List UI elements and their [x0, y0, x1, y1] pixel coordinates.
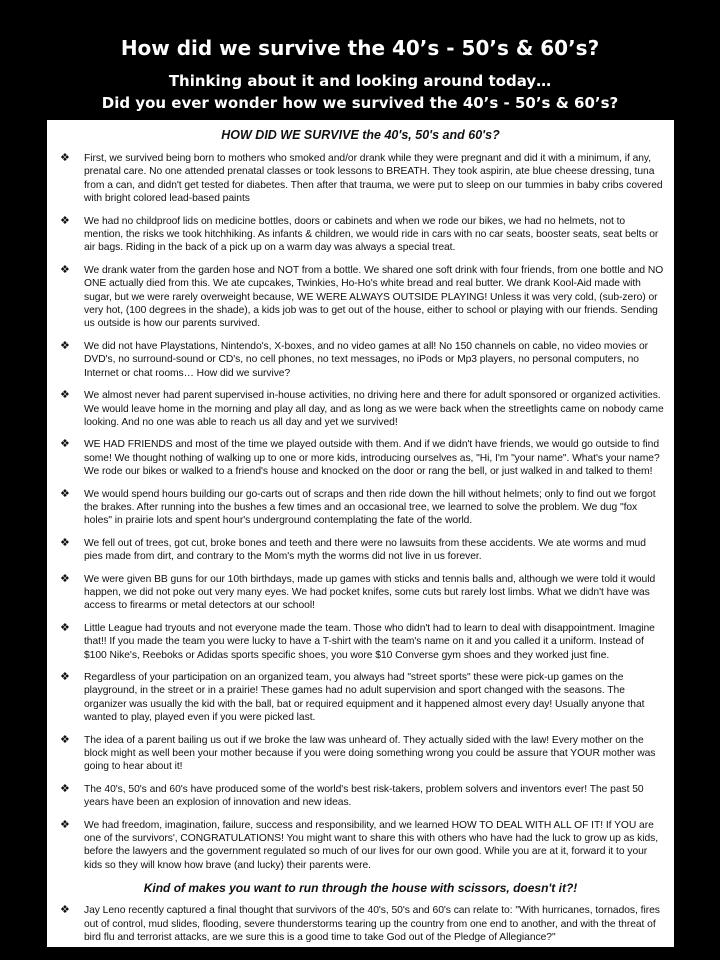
diamond-bullet-icon: ❖: [60, 782, 70, 795]
diamond-bullet-icon: ❖: [60, 389, 70, 402]
diamond-bullet-icon: ❖: [60, 214, 70, 227]
list-item: [57, 537, 664, 564]
list-item: [57, 783, 664, 810]
list-item-text: We were given BB guns for our 10th birthdays, made up games with sticks and tennis balls and, although we were told it would happen, we did not poke out very many eyes. We had pocket knifes, some cuts but rarely lost limbs. What we didn't have was access to firearms or metal detectors at our school!: [84, 573, 656, 612]
list-item-text: Little League had tryouts and not everyone made the team. Those who didn't had to learn to deal with disappointment. Imagine that!! If you made the team you were lucky to have a T-shirt with the team's name on it and you called it a uniform. Instead of $100 Nike's, Reeboks or Adidas sports specific shoes, you wore $10 Converse gym shoes and they worked just fine.: [84, 622, 655, 661]
slide-subtitle-1: Thinking about it and looking around today…: [168, 72, 552, 90]
list-item-text: We had no childproof lids on medicine bottles, doors or cabinets and when we rode our bikes, we had no helmets, not to mention, the risks we took hitchhiking. As infants & children, we would ride in cars with no car seats, booster seats, seat belts or air bags. Riding in the back of a pick up on a warm day was always a special treat.: [84, 215, 659, 254]
diamond-bullet-icon: ❖: [60, 536, 70, 549]
list-item-final: [57, 904, 664, 944]
diamond-bullet-icon: ❖: [60, 339, 70, 352]
list-item-text: We almost never had parent supervised in-house activities, no driving here and there for adult sponsored or organized activities. We would leave home in the morning and play all day, and as long as we were back when the streetlights came on nobody came looking. And no one was able to reach us all day and yet we survived!: [84, 390, 664, 428]
diamond-bullet-icon: ❖: [60, 733, 70, 746]
list-item: [57, 671, 664, 725]
list-item-text: WE HAD FRIENDS and most of the time we played outside with them. And if we didn't have friends, we would go outside to find some! We thought nothing of walking up to one or more kids, introducing ourselves as, "Hi, I'm "your name". What's your name? We rode our bikes or walked to a friend's house and knocked on the door or rang the bell, or just walked in and talked to them!: [84, 439, 660, 478]
list-item-text: The 40's, 50's and 60's have produced some of the world's best risk-takers, problem solvers and inventors ever! The past 50 years have been an explosion of innovation and new ideas.: [84, 783, 644, 809]
document-title: HOW DID WE SURVIVE the 40's, 50's and 60's?: [221, 128, 500, 142]
list-item: [57, 389, 664, 429]
list-item-text: We had freedom, imagination, failure, success and responsibility, and we learned HOW TO DEAL WITH ALL OF IT! If YOU are one of the survivors', CONGRATULATIONS! You might want to share this with others who have had the luck to grow up as kids, before the lawyers and the government regulated so much of our lives for our own good. While you are at it, forward it to your kids so they will know how brave (and lucky) their parents were.: [84, 819, 659, 871]
list-item-text: We would spend hours building our go-carts out of scraps and then ride down the hill without helmets; only to find out we forgot the brakes. After running into the bushes a few times and an occasional tree, we learned to solve the problem. We dug "fox holes" in prairie lots and spent hour's underground contemplating the fate of the world.: [84, 488, 656, 527]
list-item: [57, 488, 664, 528]
list-item: [57, 152, 664, 206]
list-item-text: First, we survived being born to mothers who smoked and/or drank while they were pregnant and did it with a minimum, if any, prenatal care. No one attended prenatal classes or took lessons to BREATH. They took aspirin, ate blue cheese dressing, tuna from a can, and didn't get tested for diabetes. Then after that trauma, we were put to sleep on our tummies in baby cribs covered with bright colored lead-based paints: [84, 153, 663, 205]
diamond-bullet-icon: ❖: [60, 671, 70, 683]
diamond-bullet-icon: ❖: [60, 152, 70, 164]
list-item-text: We did not have Playstations, Nintendo's, X-boxes, and no video games at all! No 150 channels on cable, no video movies or DVD's, no surround-sound or CD's, no cell phones, no text messages, no iPods or Mp3 players, no personal computers, no Internet or chat rooms… How did we survive?: [84, 340, 649, 379]
list-item-text: We fell out of trees, got cut, broke bones and teeth and there were no lawsuits from these accidents. We ate worms and mud pies made from dirt, and contrary to the Mom's myth the worms did not live in us forever.: [84, 537, 646, 563]
diamond-bullet-icon: ❖: [60, 621, 70, 634]
list-item-text: Jay Leno recently captured a final thought that survivors of the 40's, 50's and 60's can relate to: "With hurricanes, tornados, fires out of control, mud slides, flooding, severe thunderstorms tearing up the country from one end to another, and with the threat of bird flu and terrorist attacks, are we sure this is a good time to take God out of the Pledge of Allegiance?": [84, 905, 660, 944]
diamond-bullet-icon: ❖: [60, 263, 70, 276]
diamond-bullet-icon: ❖: [60, 438, 70, 451]
diamond-bullet-icon: ❖: [60, 818, 70, 831]
list-item: [57, 622, 664, 662]
list-item: [57, 264, 664, 331]
document-page: [47, 120, 674, 947]
diamond-bullet-icon: ❖: [60, 904, 70, 917]
slide-title: How did we survive the 40’s - 50’s & 60’s?: [120, 36, 600, 60]
slide-subtitle-2: Did you ever wonder how we survived the 40’s - 50’s & 60’s?: [101, 94, 619, 112]
list-item: [57, 734, 664, 774]
diamond-bullet-icon: ❖: [60, 572, 70, 585]
list-item: [57, 215, 664, 255]
list-item-text: We drank water from the garden hose and NOT from a bottle. We shared one soft drink with four friends, from one bottle and NO ONE actually died from this. We ate cupcakes, Twinkies, Ho-Ho's white bread and real butter. We drank Kool-Aid made with sugar, but we were rarely overweight because, WE WERE ALWAYS OUTSIDE PLAYING! Unless it was very cold, (sub-zero) or very hot, (100 degrees in the shade), a kids job was to get out of the house, either to school or playing with our friends. Sending us outside is how our parents survived.: [84, 264, 664, 330]
list-item: [57, 438, 664, 478]
list-item-text: Regardless of your participation on an organized team, you always had "street sports" these were pick-up games on the playground, in the street or in a prairie! These games had no adult supervision and sport changed with the seasons. The organizer was usually the kid with the ball, bat or required equipment and it happened almost every day! Usually anyone that wanted to play, played even if you were picked last.: [84, 672, 645, 724]
list-item: [57, 573, 664, 613]
diamond-bullet-icon: ❖: [60, 487, 70, 500]
list-item-text: The idea of a parent bailing us out if we broke the law was unheard of. They actually sided with the law! Every mother on the block might as well been your mother because if you were doing something wrong you could be assure that YOUR mother was going to hear about it!: [84, 734, 656, 773]
list-item: [57, 340, 664, 380]
bullet-list: [57, 152, 664, 872]
list-item: [57, 819, 664, 873]
document-tagline: Kind of makes you want to run through the house with scissors, doesn't it?!: [143, 881, 578, 896]
